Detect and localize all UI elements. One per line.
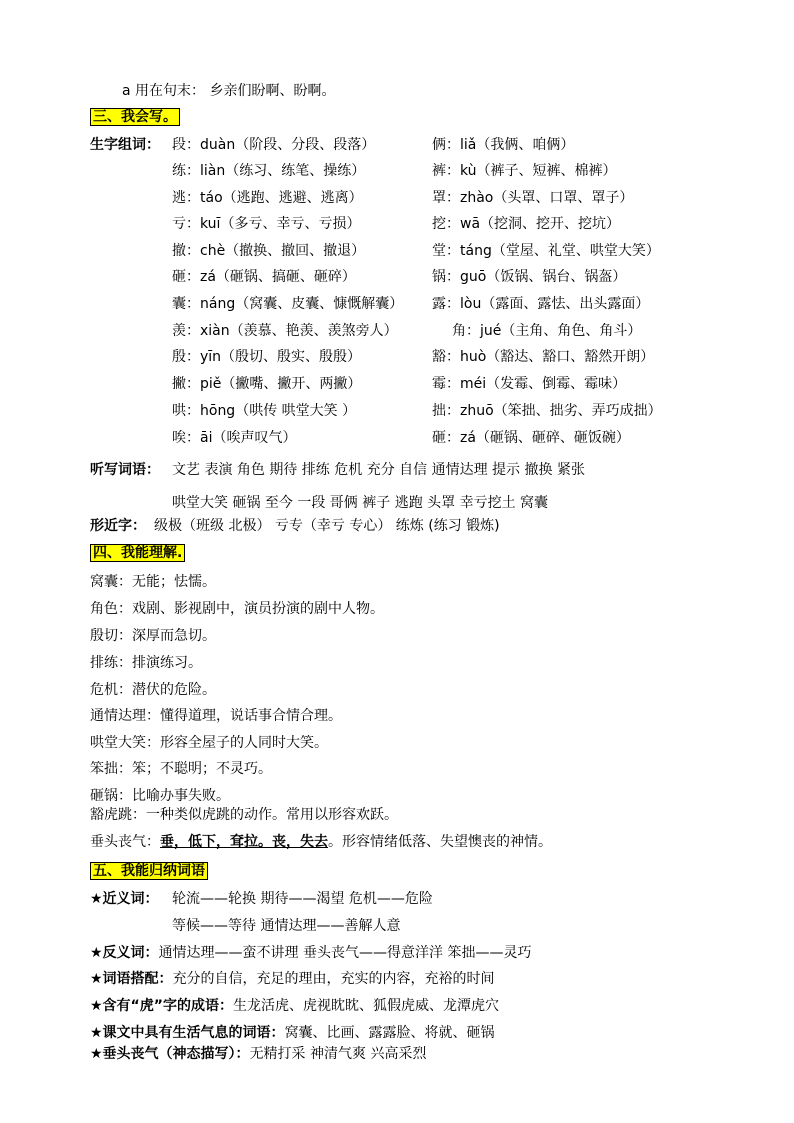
synonyms-label: ★近义词： bbox=[90, 891, 159, 907]
section3-label: 生字组词： bbox=[90, 137, 160, 153]
char-left-7: 囊：náng（窝囊、皮囊、慷慨解囊） bbox=[172, 296, 404, 312]
definition-7: 哄堂大笑：形容全屋子的人同时大笑。 bbox=[90, 735, 328, 751]
dictation-line-2: 哄堂大笑 砸锅 至今 一段 哥俩 裤子 逃跑 头罩 幸亏挖土 窝囊 bbox=[172, 495, 549, 511]
char-left-3: 逃：táo（逃跑、逃避、逃离） bbox=[172, 190, 363, 206]
char-left-8: 羡：xiàn（羡慕、艳羡、羡煞旁人） bbox=[172, 323, 398, 339]
char-right-8: 角：jué（主角、角色、角斗） bbox=[452, 323, 642, 339]
similar-chars-text: 级极（班级 北极） 亏专（幸亏 专心） 练炼 (练习 锻炼) bbox=[154, 518, 500, 534]
synonyms-line-1: 轮流——轮换 期待——渴望 危机——危险 bbox=[172, 891, 433, 907]
definition-3: 殷切：深厚而急切。 bbox=[90, 628, 216, 644]
char-left-1: 段：duàn（阶段、分段、段落） bbox=[172, 137, 376, 153]
tiger-idioms-row: ★含有“虎”字的成语：生龙活虎、虎视眈眈、狐假虎威、龙潭虎穴 bbox=[90, 998, 499, 1014]
mood-words-row: ★垂头丧气（神态描写）：无精打采 神清气爽 兴高采烈 bbox=[90, 1046, 427, 1062]
definition-2: 角色：戏剧、影视剧中，演员扮演的剧中人物。 bbox=[90, 601, 384, 617]
definition-5: 危机：潜伏的危险。 bbox=[90, 682, 216, 698]
collocation-row: ★词语搭配：充分的自信，充足的理由，充实的内容，充裕的时间 bbox=[90, 971, 495, 987]
char-left-12: 唉：āi（唉声叹气） bbox=[172, 430, 297, 446]
char-right-4: 挖：wā（挖洞、挖开、挖坑） bbox=[432, 216, 621, 232]
char-right-7: 露：lòu（露面、露怯、出头露面） bbox=[432, 296, 650, 312]
char-left-6: 砸：zá（砸锅、搞砸、砸碎） bbox=[172, 269, 356, 285]
line-usage-example: a 用在句末： 乡亲们盼啊、盼啊。 bbox=[122, 83, 336, 99]
dictation-line-1: 文艺 表演 角色 期待 排练 危机 充分 自信 通情达理 提示 撤换 紧张 bbox=[172, 462, 585, 478]
section4-title: 四、我能理解. bbox=[90, 544, 185, 562]
char-right-1: 俩：liǎ（我俩、咱俩） bbox=[432, 137, 575, 153]
char-right-6: 锅：guō（饭锅、锅台、锅盔） bbox=[432, 269, 627, 285]
definition-1: 窝囊：无能；怯懦。 bbox=[90, 574, 216, 590]
char-left-5: 撤：chè（撤换、撤回、撤退） bbox=[172, 243, 366, 259]
section5-title: 五、我能归纳词语 bbox=[90, 862, 208, 880]
char-left-10: 撇：piě（撇嘴、撇开、两撇） bbox=[172, 376, 362, 392]
char-right-10: 霉：méi（发霉、倒霉、霉味） bbox=[432, 376, 627, 392]
definition-9: 砸锅：比喻办事失败。 bbox=[90, 788, 230, 804]
char-right-9: 豁：huò（豁达、豁口、豁然开朗） bbox=[432, 349, 655, 365]
definition-10: 豁虎跳：一种类似虎跳的动作。常用以形容欢跃。 bbox=[90, 807, 398, 823]
char-left-4: 亏：kuī（多亏、幸亏、亏损） bbox=[172, 216, 361, 232]
char-right-11: 拙：zhuō（笨拙、拙劣、弄巧成拙） bbox=[432, 403, 662, 419]
char-right-5: 堂：táng（堂屋、礼堂、哄堂大笑） bbox=[432, 243, 660, 259]
char-right-12: 砸：zá（砸锅、砸碎、砸饭碗） bbox=[432, 430, 630, 446]
char-right-2: 裤：kù（裤子、短裤、棉裤） bbox=[432, 163, 617, 179]
char-left-2: 练：liàn（练习、练笔、操练） bbox=[172, 163, 366, 179]
synonyms-line-2: 等候——等待 通情达理——善解人意 bbox=[172, 918, 401, 934]
char-left-9: 殷：yīn（殷切、殷实、殷殷） bbox=[172, 349, 362, 365]
definition-11: 垂头丧气：垂，低下，耷拉。丧，失去。形容情绪低落、失望懊丧的神情。 bbox=[90, 834, 552, 850]
antonyms-row: ★反义词：通情达理——蛮不讲理 垂头丧气——得意洋洋 笨拙——灵巧 bbox=[90, 945, 532, 961]
definition-8: 笨拙：笨；不聪明；不灵巧。 bbox=[90, 761, 272, 777]
definition-6: 通情达理：懂得道理，说话事合情合理。 bbox=[90, 708, 342, 724]
char-left-11: 哄：hōng（哄传 哄堂大笑 ） bbox=[172, 403, 357, 419]
definition-4: 排练：排演练习。 bbox=[90, 655, 202, 671]
life-words-row: ★课文中具有生活气息的词语：窝囊、比画、露露脸、将就、砸锅 bbox=[90, 1025, 495, 1041]
dictation-label: 听写词语： bbox=[90, 462, 160, 478]
section3-title: 三、我会写。 bbox=[90, 108, 180, 126]
char-right-3: 罩：zhào（头罩、口罩、罩子） bbox=[432, 190, 634, 206]
similar-chars-label: 形近字： bbox=[90, 518, 146, 534]
